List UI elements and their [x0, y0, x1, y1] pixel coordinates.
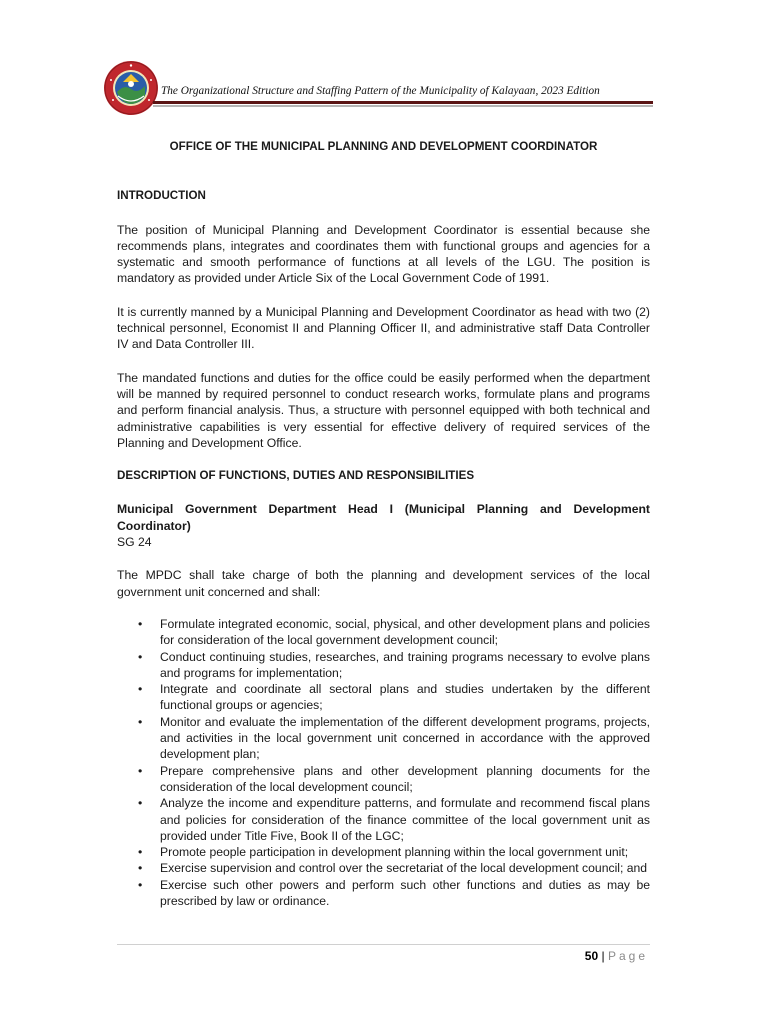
- intro-paragraph: The position of Municipal Planning and Development Coordinator is essential because she recommends plans, integrates and coordinates them with functional groups and agencies for a systematic and smooth performance of functions at all levels of the LGU. The position is mandatory as provided under Article Six of the Local Government Code of 1991.: [117, 222, 650, 286]
- list-item: [117, 681, 650, 714]
- page-separator: |: [601, 949, 605, 963]
- header-title: The Organizational Structure and Staffing Pattern of the Municipality of Kalayaan, 2023 Edition: [161, 85, 600, 97]
- list-item: [117, 649, 650, 682]
- list-item: [117, 844, 650, 860]
- bullet-icon: •: [138, 714, 143, 729]
- bullet-icon: •: [138, 861, 143, 876]
- page-header: [103, 60, 653, 112]
- introduction-heading: INTRODUCTION: [117, 189, 206, 203]
- page-footer: [585, 949, 648, 963]
- bullet-icon: •: [138, 796, 143, 811]
- municipal-seal-icon: [103, 60, 159, 116]
- list-item: [117, 860, 650, 876]
- list-item: [117, 795, 650, 844]
- intro-paragraph: It is currently manned by a Municipal Planning and Development Coordinator as head with two (2) technical personnel, Economist II and Planning Officer II, and administrative staff Data Controller IV and Data Controller III.: [117, 304, 650, 352]
- function-text: Formulate integrated economic, social, physical, and other development plans and policies for consideration of the local government development council;: [160, 616, 650, 648]
- functions-intro: The MPDC shall take charge of both the planning and development services of the local government unit concerned and shall:: [117, 568, 650, 599]
- list-item: [117, 616, 650, 649]
- intro-paragraph: The mandated functions and duties for the office could be easily performed when the department will be manned by required personnel to conduct research works, formulate plans and programs and perform financial analysis. Thus, a structure with personnel equipped with both technical and administrative capabilities is very essential for effective delivery of required services of the Planning and Development Office.: [117, 370, 650, 450]
- list-item: [117, 763, 650, 796]
- functions-heading: DESCRIPTION OF FUNCTIONS, DUTIES AND RESPONSIBILITIES: [117, 469, 475, 483]
- footer-divider: [117, 944, 650, 945]
- function-text: Conduct continuing studies, researches, and training programs necessary to evolve plans and programs for implementation;: [160, 649, 650, 680]
- list-item: [117, 877, 650, 910]
- page-number: 50: [584, 949, 599, 963]
- bullet-icon: •: [138, 649, 143, 664]
- bullet-icon: •: [138, 877, 143, 892]
- function-text: Analyze the income and expenditure patterns, and formulate and recommend fiscal plans and policies for consideration of the finance committee of the local government unit as provided under Title Five, Book II of the LGC;: [160, 796, 650, 843]
- bullet-icon: •: [138, 763, 143, 778]
- document-body: [117, 139, 650, 909]
- page-label: Page: [607, 949, 648, 963]
- header-rule: [153, 101, 653, 104]
- list-item: [117, 714, 650, 763]
- functions-list: [117, 616, 650, 909]
- function-text: Monitor and evaluate the implementation of the different development programs, projects, and activities in the local government unit concerned in accordance with the approved development plan;: [160, 714, 650, 762]
- document-title: OFFICE OF THE MUNICIPAL PLANNING AND DEVELOPMENT COORDINATOR: [169, 140, 598, 153]
- function-text: Prepare comprehensive plans and other development planning documents for the consideration of the local development council;: [160, 763, 650, 794]
- function-text: Exercise such other powers and perform such other functions and duties as may be prescribed by law or ordinance.: [160, 877, 650, 908]
- bullet-icon: •: [138, 682, 143, 697]
- position-title: Municipal Government Department Head I (Municipal Planning and Development Coordinator): [117, 502, 650, 533]
- bullet-icon: •: [138, 845, 143, 860]
- salary-grade: SG 24: [117, 535, 152, 550]
- function-text: Integrate and coordinate all sectoral plans and studies undertaken by the different functional groups or agencies;: [160, 682, 650, 713]
- function-text: Promote people participation in development planning within the local government unit;: [160, 845, 629, 860]
- function-text: Exercise supervision and control over the secretariat of the local development council; and: [160, 861, 648, 876]
- bullet-icon: •: [138, 616, 143, 631]
- header-rule-light: [153, 105, 653, 107]
